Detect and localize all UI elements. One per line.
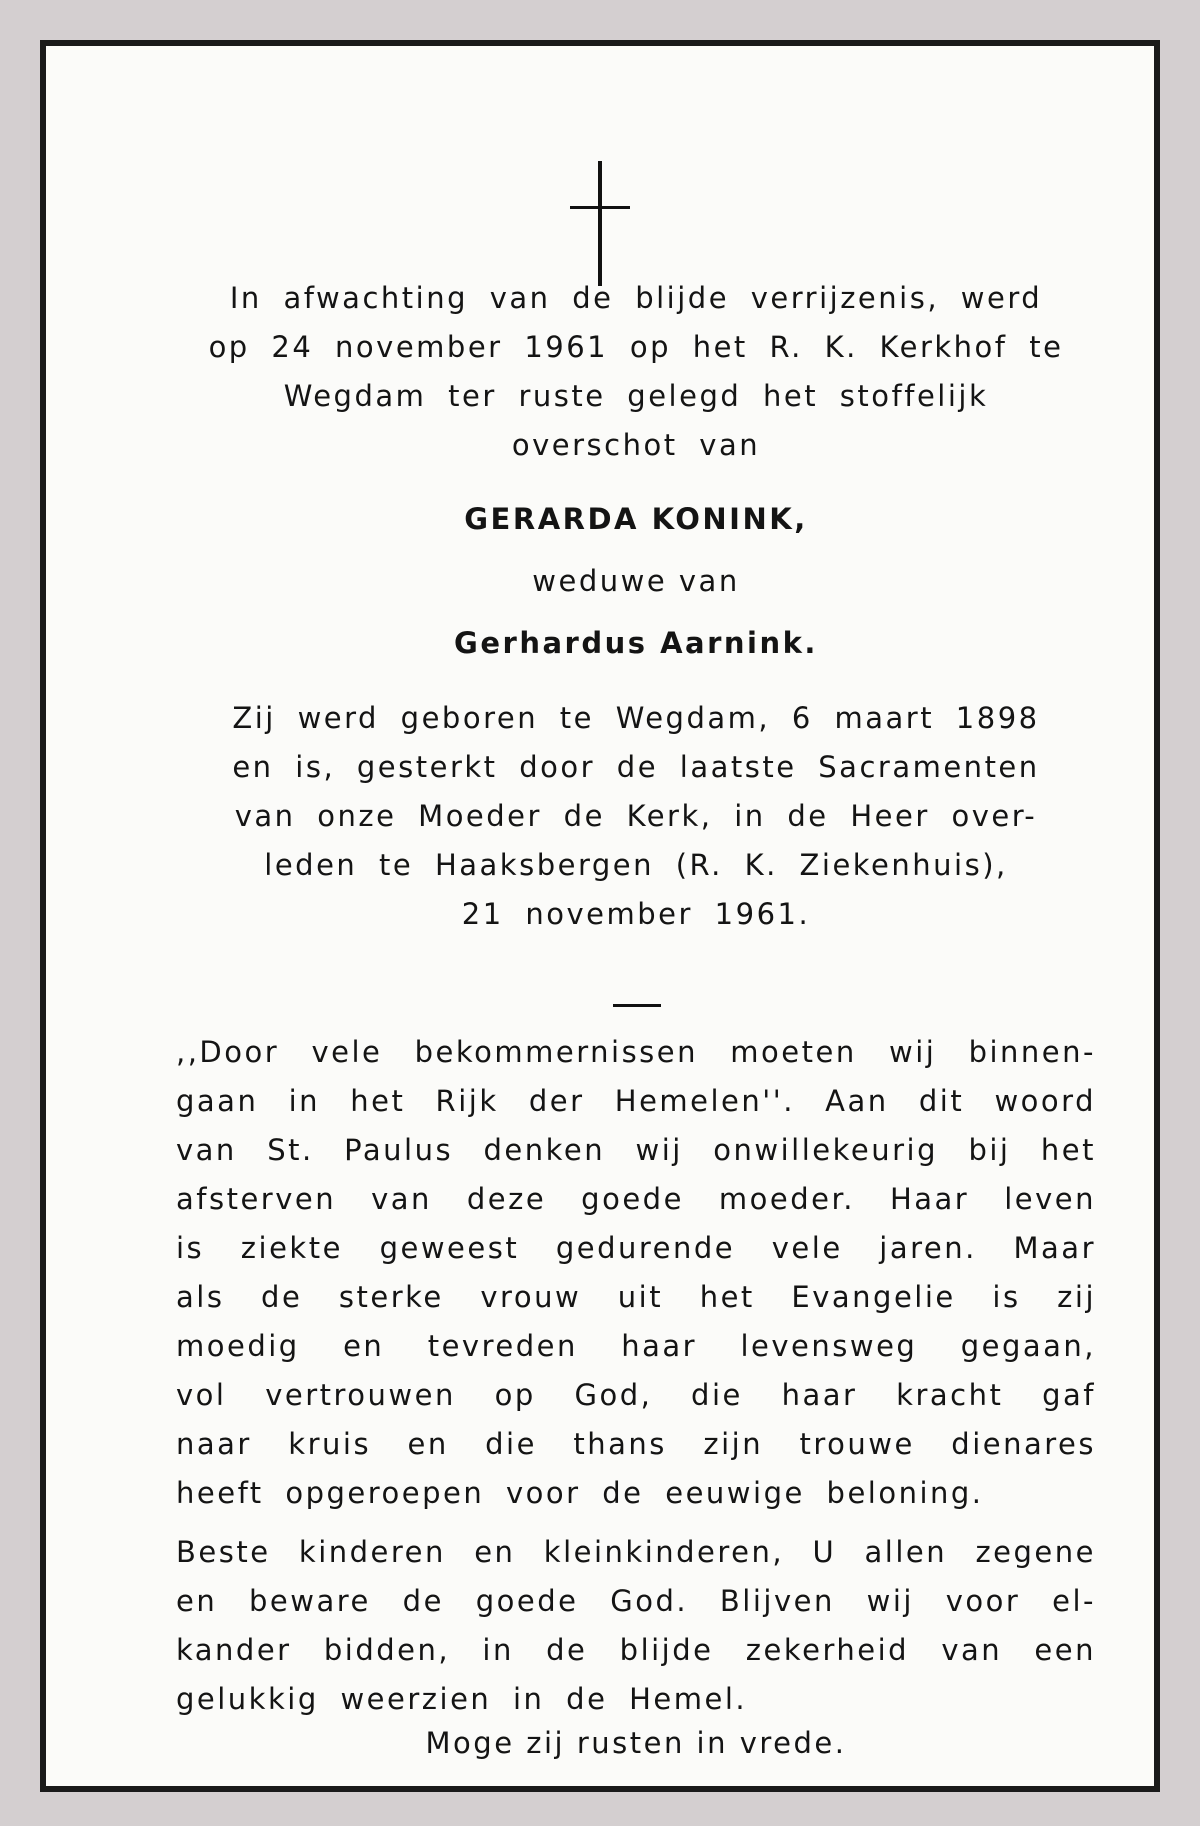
reflection-line: moedig en tevreden haar levensweg gegaan, <box>176 1329 1096 1363</box>
reflection-line: heeft opgeroepen voor de eeuwige beloning. <box>176 1476 984 1510</box>
spouse-name: Gerhardus Aarnink. <box>454 626 818 660</box>
reflection-line: is ziekte geweest gedurende vele jaren. Maar <box>176 1231 1096 1265</box>
farewell-text <box>176 1528 1096 1724</box>
closing-text: Moge zij rusten in vrede. <box>425 1726 847 1760</box>
intro-line: overschot van <box>511 428 761 462</box>
intro-line: op 24 november 1961 op het R. K. Kerkhof te <box>208 330 1064 364</box>
biography-line: van onze Moeder de Kerk, in de Heer over- <box>234 799 1038 833</box>
biography-text <box>176 694 1096 939</box>
biography-line: leden te Haaksbergen (R. K. Ziekenhuis), <box>264 848 1008 882</box>
divider <box>613 1004 661 1007</box>
farewell-line: en beware de goede God. Blijven wij voor el- <box>176 1584 1096 1618</box>
reflection-line: als de sterke vrouw uit het Evangelie is zij <box>176 1280 1096 1314</box>
reflection-line: afsterven van deze goede moeder. Haar leven <box>176 1182 1096 1216</box>
deceased-name: GERARDA KONINK, <box>464 502 808 536</box>
farewell-line: Beste kinderen en kleinkinderen, U allen zegene <box>176 1535 1096 1569</box>
biography-line: en is, gesterkt door de laatste Sacramenten <box>232 750 1040 784</box>
farewell-line: gelukkig weerzien in de Hemel. <box>176 1682 748 1716</box>
reflection-text <box>176 1028 1096 1518</box>
reflection-line: ,,Door vele bekommernissen moeten wij binnen- <box>176 1035 1096 1069</box>
intro-text <box>176 274 1096 470</box>
intro-line: Wegdam ter ruste gelegd het stoffelijk <box>283 379 989 413</box>
reflection-line: naar kruis en die thans zijn trouwe dienares <box>176 1427 1096 1461</box>
reflection-line: vol vertrouwen op God, die haar kracht gaf <box>176 1378 1096 1412</box>
memorial-card <box>40 40 1160 1792</box>
intro-line: In afwachting van de blijde verrijzenis, werd <box>229 281 1043 315</box>
reflection-line: van St. Paulus denken wij onwillekeurig bij het <box>176 1133 1096 1167</box>
reflection-line: gaan in het Rijk der Hemelen''. Aan dit woord <box>176 1084 1096 1118</box>
relation-text: weduwe van <box>532 564 740 598</box>
cross-icon <box>570 161 630 286</box>
biography-line: 21 november 1961. <box>461 897 811 931</box>
farewell-line: kander bidden, in de blijde zekerheid van een <box>176 1633 1096 1667</box>
biography-line: Zij werd geboren te Wegdam, 6 maart 1898 <box>232 701 1040 735</box>
